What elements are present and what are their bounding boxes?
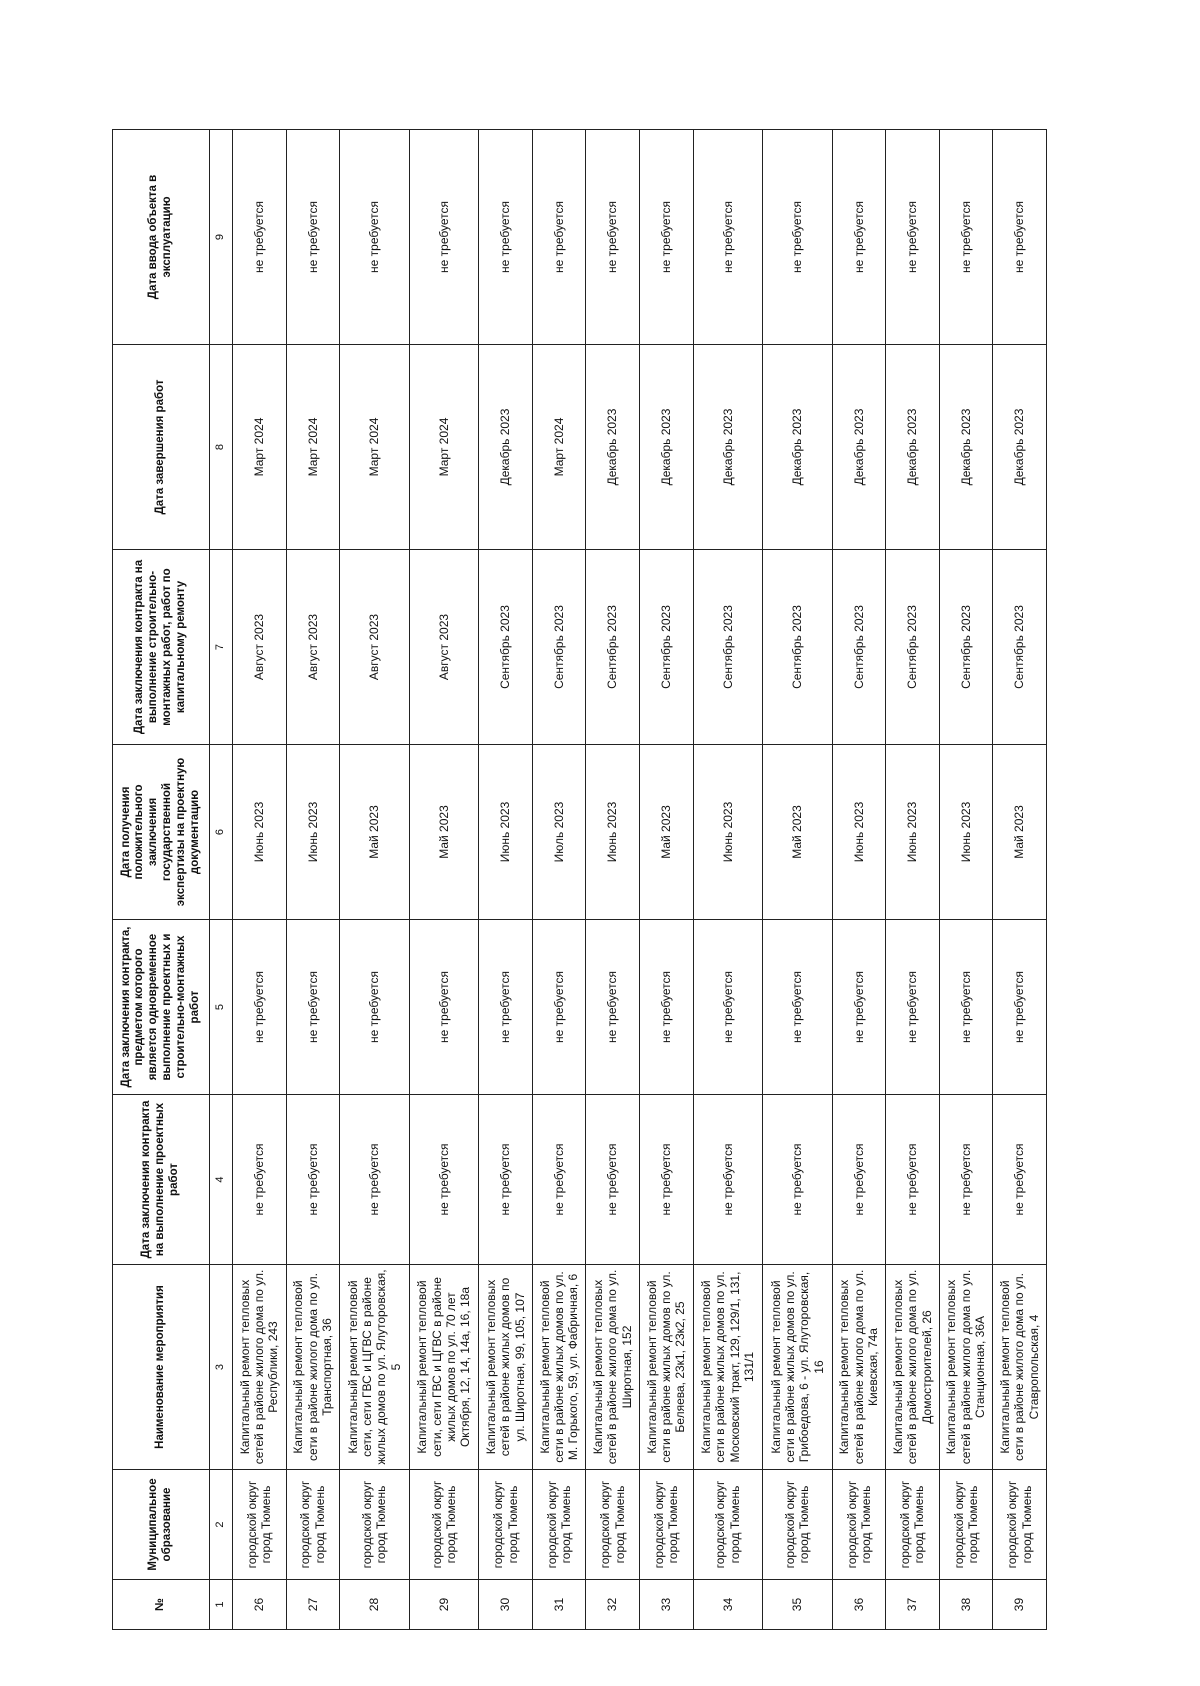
header-cell-design-contract-date: Дата заключения контракта на выполнение проектных работ [113,1095,210,1265]
cell-completion-date: Март 2024 [233,345,287,550]
cell-activity-name: Капитальный ремонт тепловой сети в районе жилых домов по ул. М. Горького, 59, ул. Фабричная, 6 [532,1265,586,1470]
cell-expertise-date: Июнь 2023 [693,745,763,920]
table-row [409,130,479,1630]
table-row [586,130,640,1630]
cell-combined-contract-date: не требуется [586,920,640,1095]
cell-commissioning-date: не требуется [286,130,340,345]
cell-construction-contract-date: Сентябрь 2023 [532,550,586,745]
cell-municipality: городской округ город Тюмень [763,1470,833,1580]
cell-expertise-date: Июнь 2023 [286,745,340,920]
cell-row-number: 31 [532,1580,586,1630]
cell-municipality: городской округ город Тюмень [639,1470,693,1580]
cell-completion-date: Декабрь 2023 [639,345,693,550]
header-cell-commissioning-date: Дата ввода объекта в эксплуатацию [113,130,210,345]
cell-completion-date: Март 2024 [340,345,410,550]
cell-expertise-date: Июнь 2023 [586,745,640,920]
cell-municipality: городской округ город Тюмень [939,1470,993,1580]
schedule-table [112,129,1047,1630]
column-number: 9 [210,130,233,345]
cell-combined-contract-date: не требуется [409,920,479,1095]
cell-commissioning-date: не требуется [763,130,833,345]
cell-commissioning-date: не требуется [939,130,993,345]
cell-combined-contract-date: не требуется [832,920,886,1095]
cell-municipality: городской округ город Тюмень [586,1470,640,1580]
table-row [532,130,586,1630]
cell-row-number: 27 [286,1580,340,1630]
cell-row-number: 26 [233,1580,287,1630]
header-cell-municipality: Муниципальное образование [113,1470,210,1580]
cell-construction-contract-date: Сентябрь 2023 [479,550,533,745]
cell-municipality: городской округ город Тюмень [886,1470,940,1580]
cell-construction-contract-date: Сентябрь 2023 [763,550,833,745]
cell-completion-date: Декабрь 2023 [693,345,763,550]
cell-construction-contract-date: Август 2023 [409,550,479,745]
cell-row-number: 32 [586,1580,640,1630]
table-row [993,130,1047,1630]
cell-activity-name: Капитальный ремонт тепловых сетей в районе жилого дома по ул. Станционная, 36А [939,1265,993,1470]
cell-commissioning-date: не требуется [340,130,410,345]
cell-construction-contract-date: Август 2023 [340,550,410,745]
cell-construction-contract-date: Сентябрь 2023 [939,550,993,745]
cell-construction-contract-date: Август 2023 [233,550,287,745]
cell-row-number: 34 [693,1580,763,1630]
cell-construction-contract-date: Сентябрь 2023 [993,550,1047,745]
cell-completion-date: Декабрь 2023 [993,345,1047,550]
cell-municipality: городской округ город Тюмень [340,1470,410,1580]
cell-expertise-date: Май 2023 [993,745,1047,920]
cell-activity-name: Капитальный ремонт тепловых сетей в районе жилых домов по ул. Широтная, 99, 105, 107 [479,1265,533,1470]
cell-design-contract-date: не требуется [939,1095,993,1265]
header-cell-number: № [113,1580,210,1630]
cell-design-contract-date: не требуется [586,1095,640,1265]
cell-design-contract-date: не требуется [479,1095,533,1265]
table-row [233,130,287,1630]
cell-commissioning-date: не требуется [886,130,940,345]
cell-combined-contract-date: не требуется [763,920,833,1095]
cell-row-number: 35 [763,1580,833,1630]
cell-completion-date: Декабрь 2023 [763,345,833,550]
table-row [340,130,410,1630]
cell-commissioning-date: не требуется [233,130,287,345]
cell-construction-contract-date: Сентябрь 2023 [586,550,640,745]
cell-commissioning-date: не требуется [532,130,586,345]
cell-activity-name: Капитальный ремонт тепловой сети, сети ГВС и ЦГВС в районе жилых домов по ул. 70 лет Октября, 12, 14, 14а, 16, 18а [409,1265,479,1470]
cell-municipality: городской округ город Тюмень [693,1470,763,1580]
cell-row-number: 37 [886,1580,940,1630]
cell-combined-contract-date: не требуется [233,920,287,1095]
cell-combined-contract-date: не требуется [340,920,410,1095]
cell-activity-name: Капитальный ремонт тепловых сетей в районе жилого дома по ул. Киевская, 74а [832,1265,886,1470]
cell-municipality: городской округ город Тюмень [479,1470,533,1580]
cell-expertise-date: Июль 2023 [532,745,586,920]
column-number: 1 [210,1580,233,1630]
table-row [832,130,886,1630]
table-row [763,130,833,1630]
cell-combined-contract-date: не требуется [886,920,940,1095]
cell-construction-contract-date: Август 2023 [286,550,340,745]
cell-completion-date: Декабрь 2023 [886,345,940,550]
cell-construction-contract-date: Сентябрь 2023 [832,550,886,745]
cell-expertise-date: Май 2023 [340,745,410,920]
column-number-row [210,130,233,1630]
cell-expertise-date: Июнь 2023 [233,745,287,920]
cell-activity-name: Капитальный ремонт тепловой сети, сети ГВС и ЦГВС в районе жилых домов по ул. Ялуторовская, 5 [340,1265,410,1470]
cell-completion-date: Декабрь 2023 [939,345,993,550]
cell-design-contract-date: не требуется [340,1095,410,1265]
cell-design-contract-date: не требуется [233,1095,287,1265]
column-number: 2 [210,1470,233,1580]
cell-completion-date: Декабрь 2023 [586,345,640,550]
header-cell-combined-contract-date: Дата заключения контракта, предметом которого является одновременное выполнение проектных и строительно-монтажных работ [113,920,210,1095]
column-number: 4 [210,1095,233,1265]
cell-activity-name: Капитальный ремонт тепловой сети в районе жилого дома по ул. Транспортная, 36 [286,1265,340,1470]
cell-commissioning-date: не требуется [693,130,763,345]
cell-expertise-date: Май 2023 [409,745,479,920]
cell-design-contract-date: не требуется [532,1095,586,1265]
header-cell-activity-name: Наименование мероприятия [113,1265,210,1470]
cell-row-number: 36 [832,1580,886,1630]
cell-activity-name: Капитальный ремонт тепловой сети в районе жилых домов по ул. Грибоедова, 6 - ул. Ялуторовская, 16 [763,1265,833,1470]
cell-completion-date: Март 2024 [409,345,479,550]
cell-commissioning-date: не требуется [832,130,886,345]
cell-construction-contract-date: Сентябрь 2023 [693,550,763,745]
table-row [286,130,340,1630]
cell-row-number: 28 [340,1580,410,1630]
cell-design-contract-date: не требуется [832,1095,886,1265]
cell-combined-contract-date: не требуется [479,920,533,1095]
cell-design-contract-date: не требуется [763,1095,833,1265]
cell-activity-name: Капитальный ремонт тепловой сети в районе жилых домов по ул. Московский тракт, 129, 129/1, 131, 131/1 [693,1265,763,1470]
cell-design-contract-date: не требуется [286,1095,340,1265]
cell-municipality: городской округ город Тюмень [233,1470,287,1580]
cell-commissioning-date: не требуется [586,130,640,345]
cell-activity-name: Капитальный ремонт тепловых сетей в районе жилого дома по ул. Республики, 243 [233,1265,287,1470]
cell-completion-date: Март 2024 [286,345,340,550]
cell-commissioning-date: не требуется [993,130,1047,345]
cell-expertise-date: Май 2023 [763,745,833,920]
table-row [886,130,940,1630]
table-row [479,130,533,1630]
cell-municipality: городской округ город Тюмень [993,1470,1047,1580]
cell-row-number: 29 [409,1580,479,1630]
cell-expertise-date: Май 2023 [639,745,693,920]
cell-completion-date: Март 2024 [532,345,586,550]
cell-row-number: 39 [993,1580,1047,1630]
cell-expertise-date: Июнь 2023 [832,745,886,920]
cell-combined-contract-date: не требуется [939,920,993,1095]
cell-combined-contract-date: не требуется [693,920,763,1095]
cell-activity-name: Капитальный ремонт тепловых сетей в районе жилого дома по ул. Домостроителей, 26 [886,1265,940,1470]
header-cell-completion-date: Дата завершения работ [113,345,210,550]
cell-commissioning-date: не требуется [639,130,693,345]
cell-design-contract-date: не требуется [409,1095,479,1265]
cell-expertise-date: Июнь 2023 [886,745,940,920]
cell-completion-date: Декабрь 2023 [479,345,533,550]
cell-expertise-date: Июнь 2023 [479,745,533,920]
header-cell-construction-contract-date: Дата заключения контракта на выполнение строительно-монтажных работ, работ по капитальному ремонту [113,550,210,745]
cell-combined-contract-date: не требуется [532,920,586,1095]
header-cell-expertise-date: Дата получения положительного заключения государственной экспертизы на проектную документацию [113,745,210,920]
column-number: 7 [210,550,233,745]
cell-design-contract-date: не требуется [993,1095,1047,1265]
table-body [233,130,1047,1630]
cell-combined-contract-date: не требуется [639,920,693,1095]
cell-municipality: городской округ город Тюмень [286,1470,340,1580]
cell-municipality: городской округ город Тюмень [532,1470,586,1580]
cell-design-contract-date: не требуется [639,1095,693,1265]
table-row [693,130,763,1630]
cell-municipality: городской округ город Тюмень [832,1470,886,1580]
cell-combined-contract-date: не требуется [993,920,1047,1095]
cell-design-contract-date: не требуется [693,1095,763,1265]
header-row [113,130,210,1630]
cell-construction-contract-date: Сентябрь 2023 [639,550,693,745]
cell-activity-name: Капитальный ремонт тепловых сетей в районе жилого дома по ул. Широтная, 152 [586,1265,640,1470]
cell-activity-name: Капитальный ремонт тепловой сети в районе жилых домов по ул. Беляева, 23к1, 23к2, 25 [639,1265,693,1470]
table-row [639,130,693,1630]
cell-row-number: 38 [939,1580,993,1630]
column-number: 3 [210,1265,233,1470]
column-number: 5 [210,920,233,1095]
cell-municipality: городской округ город Тюмень [409,1470,479,1580]
cell-combined-contract-date: не требуется [286,920,340,1095]
column-number: 6 [210,745,233,920]
cell-commissioning-date: не требуется [409,130,479,345]
cell-expertise-date: Июнь 2023 [939,745,993,920]
cell-construction-contract-date: Сентябрь 2023 [886,550,940,745]
table-row [939,130,993,1630]
cell-commissioning-date: не требуется [479,130,533,345]
rotated-table-container [112,130,1047,1630]
cell-activity-name: Капитальный ремонт тепловой сети в районе жилого дома по ул. Ставропольская, 4 [993,1265,1047,1470]
cell-completion-date: Декабрь 2023 [832,345,886,550]
cell-design-contract-date: не требуется [886,1095,940,1265]
cell-row-number: 33 [639,1580,693,1630]
cell-row-number: 30 [479,1580,533,1630]
column-number: 8 [210,345,233,550]
